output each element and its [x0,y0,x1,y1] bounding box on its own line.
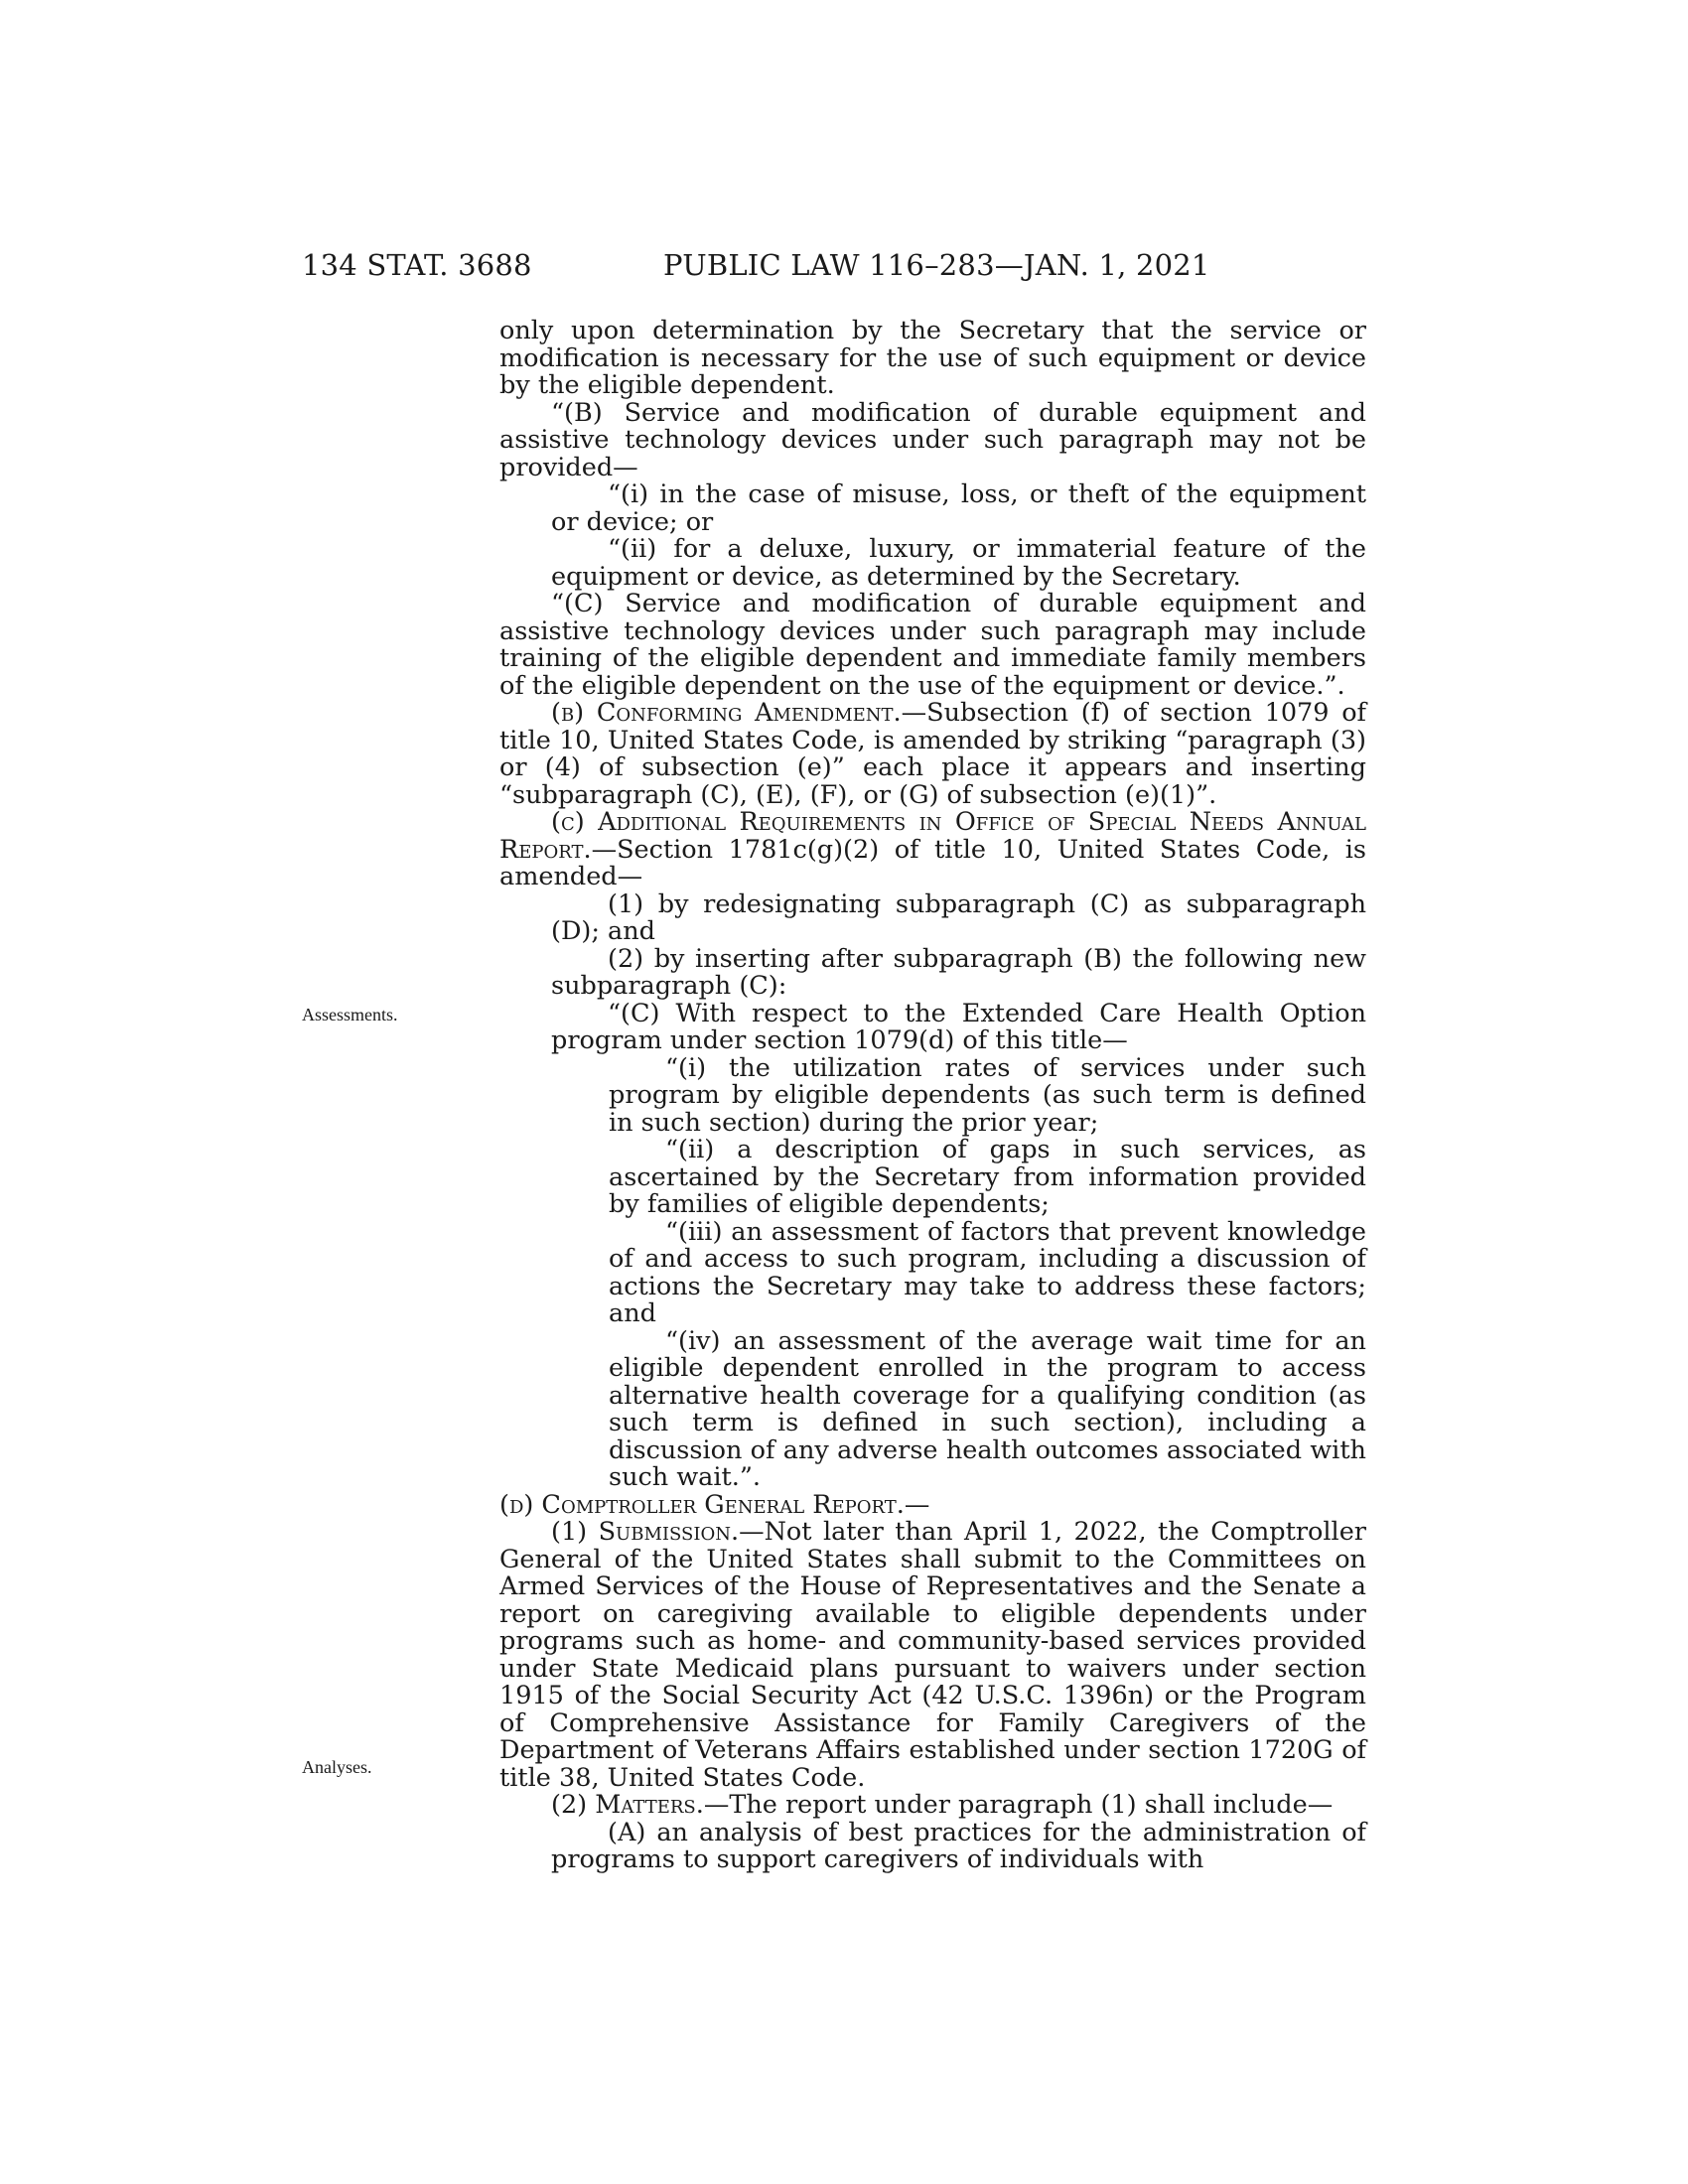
clause-iv-wait-time: “(iv) an assessment of the average wait time for an eligible dependent enrolled in the program to access alternative health coverage for a qualifying condition (as such term is defined in such section), including a discussion of any adverse health outcomes associated with such wait.”. [609,1325,1366,1492]
section-d-heading: (d) Comptroller General Report. [499,1489,905,1520]
section-d-comptroller-report [499,1489,1366,1520]
paragraph-continuation: only upon determination by the Secretary that the service or modification is necessary for the use of such equipment or device by the eligible dependent. [499,316,1366,400]
section-b-heading: (b) Conforming Amendment. [551,698,902,728]
margin-note-assessments: Assessments. [302,1005,398,1024]
section-b-text: —Subsection (f) of section 1079 of title 10, United States Code, is amended by striking “paragraph (3) or (4) of subsection (e)” each place it appears and inserting “subparagraph (C), (E), (F), or (G) of subsection (e)(1)”. [499,698,1366,810]
statute-body [499,318,1366,1874]
clause-i-misuse: “(i) in the case of misuse, loss, or theft of the equipment or device; or [551,479,1366,537]
stat-page-reference: 134 STAT. 3688 [302,248,532,282]
subparagraph-b: “(B) Service and modification of durable equipment and assistive technology devices under such paragraph may not be provided— [499,397,1366,482]
submission-text: —Not later than April 1, 2022, the Comptroller General of the United States shall submit to the Committees on Armed Services of the House of Representatives and the Senate a report on caregiving available to eligible dependents under programs such as home- and community-based services provided under State Medicaid plans pursuant to waivers under section 1915 of the Social Security Act (42 U.S.C. 1396n) or the Program of Comprehensive Assistance for Family Caregivers of the Department of Veterans Affairs established under section 1720G of title 38, United States Code. [499,1517,1366,1793]
matters-text: —The report under paragraph (1) shall include— [703,1790,1334,1820]
clause-ii-deluxe: “(ii) for a deluxe, luxury, or immaterial feature of the equipment or device, as determined by the Secretary. [551,534,1366,592]
subparagraph-c-training: “(C) Service and modification of durable equipment and assistive technology devices under such paragraph may include training of the eligible dependent and immediate family members of the eligible dependent on the use of the equipment or device.”. [499,589,1366,701]
new-subparagraph-c-echo: “(C) With respect to the Extended Care Health Option program under section 1079(d) of this title— [551,998,1366,1055]
submission-heading: (1) Submission. [551,1517,740,1547]
paragraph-1-redesignating: (1) by redesignating subparagraph (C) as subparagraph (D); and [551,888,1366,946]
section-c-heading: (c) Additional Requirements in Office of Special Needs Annual Report. [499,807,1366,865]
section-b-conforming-amendment [499,700,1366,809]
matters-heading: (2) Matters. [551,1790,704,1820]
section-c-text: —Section 1781c(g)(2) of title 10, United States Code, is amended— [499,834,1366,891]
clause-iii-factors: “(iii) an assessment of factors that prevent knowledge of and access to such program, including a discussion of actions the Secretary may take to address these factors; and [609,1216,1366,1328]
subparagraph-a-best-practices: (A) an analysis of best practices for the administration of programs to support caregivers of individuals with [551,1817,1366,1874]
paragraph-1-submission [499,1519,1366,1792]
paragraph-2-matters [499,1792,1366,1820]
paragraph-2-inserting: (2) by inserting after subparagraph (B) the following new subparagraph (C): [551,943,1366,1001]
margin-note-analyses: Analyses. [302,1757,372,1777]
clause-i-utilization: “(i) the utilization rates of services under such program by eligible dependents (as such term is defined in such section) during the prior year; [609,1052,1366,1138]
public-law-title: PUBLIC LAW 116–283—JAN. 1, 2021 [663,248,1210,282]
section-c-additional-requirements [499,809,1366,891]
clause-ii-gaps: “(ii) a description of gaps in such services, as ascertained by the Secretary from information provided by families of eligible dependents; [609,1135,1366,1219]
section-d-text: — [904,1489,930,1520]
